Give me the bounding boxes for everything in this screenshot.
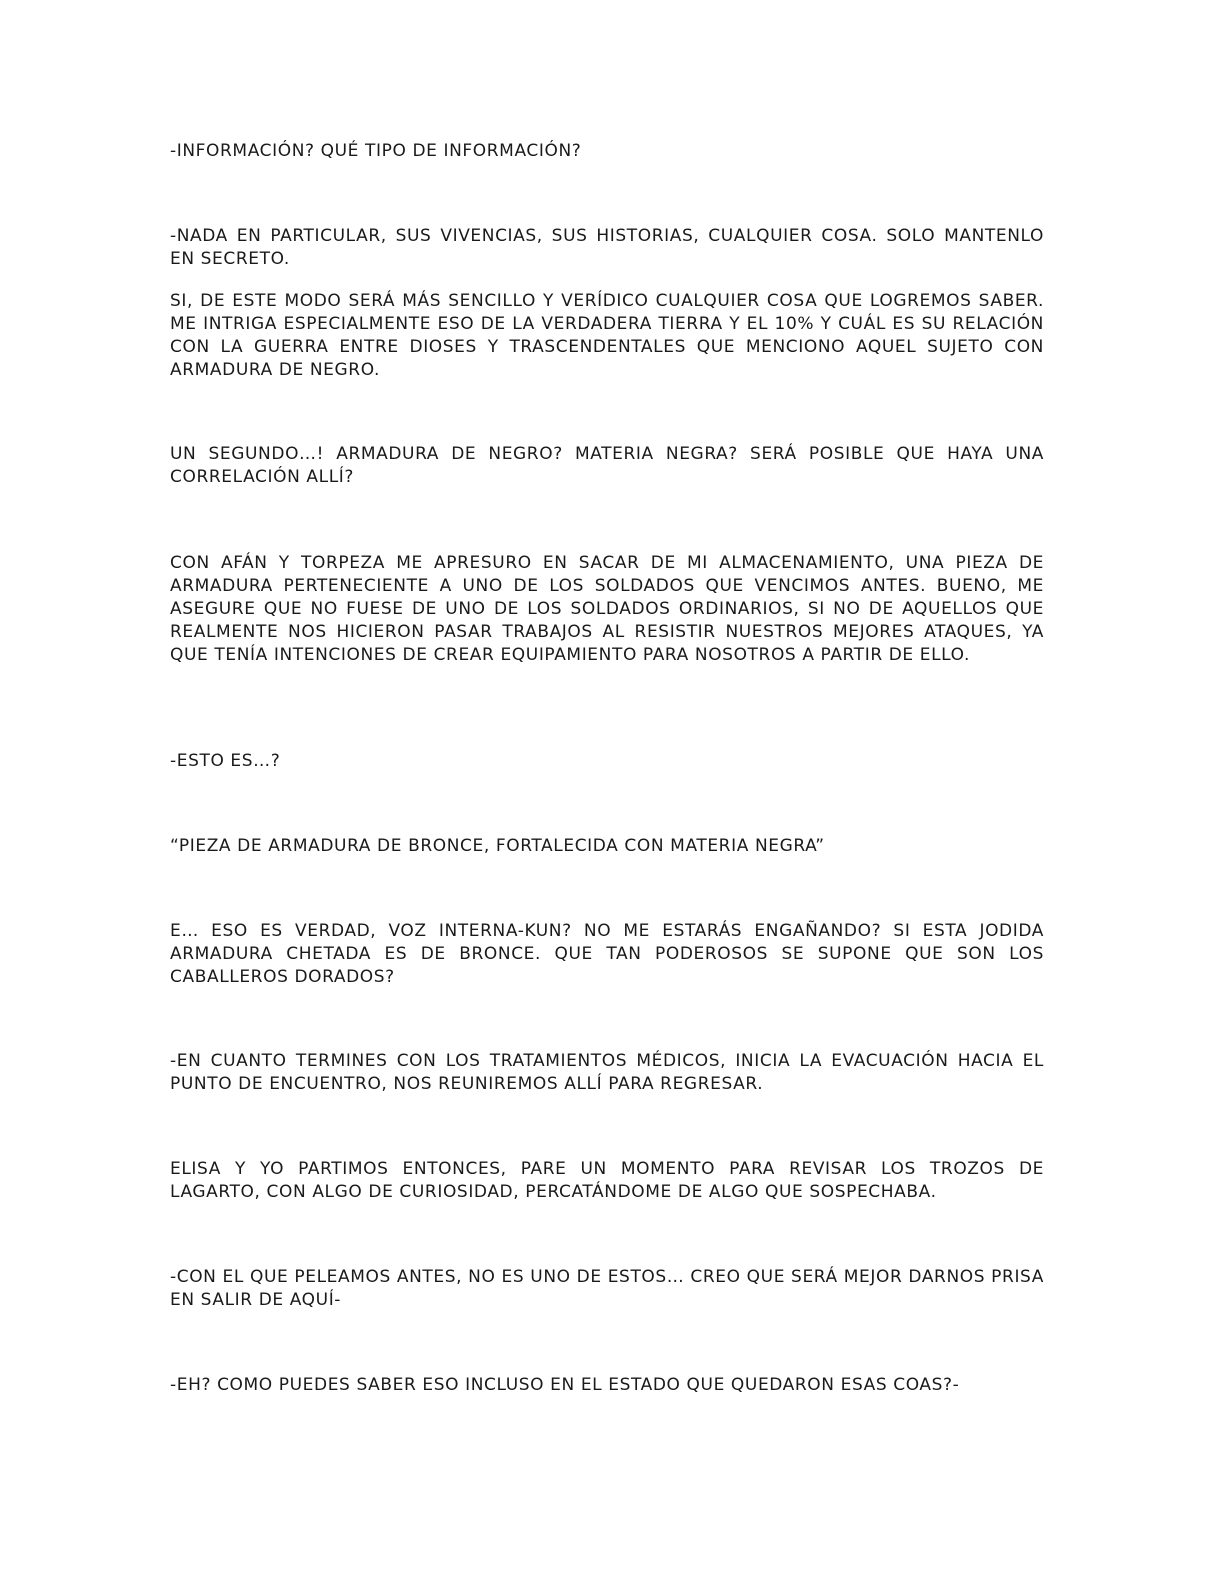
- paragraph-10: ELISA Y YO PARTIMOS ENTONCES, PARE UN MOMENTO PARA REVISAR LOS TROZOS DE LAGARTO, CON ALGO DE CURIOSIDAD, PERCATÁNDOME DE ALGO QUE SOSPECHABA.: [170, 1159, 1044, 1202]
- paragraph-1: -INFORMACIÓN? QUÉ TIPO DE INFORMACIÓN?: [170, 141, 582, 161]
- paragraph-5: CON AFÁN Y TORPEZA ME APRESURO EN SACAR DE MI ALMACENAMIENTO, UNA PIEZA DE ARMADURA PERTENECIENTE A UNO DE LOS SOLDADOS QUE VENCIMOS ANTES. BUENO, ME ASEGURE QUE NO FUESE DE UNO DE LOS SOLDADOS ORDINARIOS, SI NO DE AQUELLOS QUE REALMENTE NOS HICIERON PASAR TRABAJOS AL RESISTIR NUESTROS MEJORES ATAQUES, YA QUE TENÍA INTENCIONES DE CREAR EQUIPAMIENTO PARA NOSOTROS A PARTIR DE ELLO.: [170, 553, 1044, 665]
- paragraph-4: UN SEGUNDO…! ARMADURA DE NEGRO? MATERIA NEGRA? SERÁ POSIBLE QUE HAYA UNA CORRELACIÓN ALLÍ?: [170, 444, 1044, 487]
- paragraph-9: -EN CUANTO TERMINES CON LOS TRATAMIENTOS MÉDICOS, INICIA LA EVACUACIÓN HACIA EL PUNTO DE ENCUENTRO, NOS REUNIREMOS ALLÍ PARA REGRESAR.: [170, 1051, 1044, 1094]
- paragraph-7: “PIEZA DE ARMADURA DE BRONCE, FORTALECIDA CON MATERIA NEGRA”: [170, 836, 825, 856]
- paragraph-8: E… ESO ES VERDAD, VOZ INTERNA-KUN? NO ME ESTARÁS ENGAÑANDO? SI ESTA JODIDA ARMADURA CHETADA ES DE BRONCE. QUE TAN PODEROSOS SE SUPONE QUE SON LOS CABALLEROS DORADOS?: [170, 921, 1044, 987]
- paragraph-2: -NADA EN PARTICULAR, SUS VIVENCIAS, SUS HISTORIAS, CUALQUIER COSA. SOLO MANTENLO EN SECRETO.: [170, 226, 1044, 269]
- paragraph-3: SI, DE ESTE MODO SERÁ MÁS SENCILLO Y VERÍDICO CUALQUIER COSA QUE LOGREMOS SABER. ME INTRIGA ESPECIALMENTE ESO DE LA VERDADERA TIERRA Y EL 10% Y CUÁL ES SU RELACIÓN CON LA GUERRA ENTRE DIOSES Y TRASCENDENTALES QUE MENCIONO AQUEL SUJETO CON ARMADURA DE NEGRO.: [170, 291, 1044, 380]
- paragraph-12: -EH? COMO PUEDES SABER ESO INCLUSO EN EL ESTADO QUE QUEDARON ESAS COAS?-: [170, 1375, 960, 1395]
- paragraph-6: -ESTO ES…?: [170, 751, 281, 771]
- paragraph-11: -CON EL QUE PELEAMOS ANTES, NO ES UNO DE ESTOS… CREO QUE SERÁ MEJOR DARNOS PRISA EN SALIR DE AQUÍ-: [170, 1267, 1044, 1310]
